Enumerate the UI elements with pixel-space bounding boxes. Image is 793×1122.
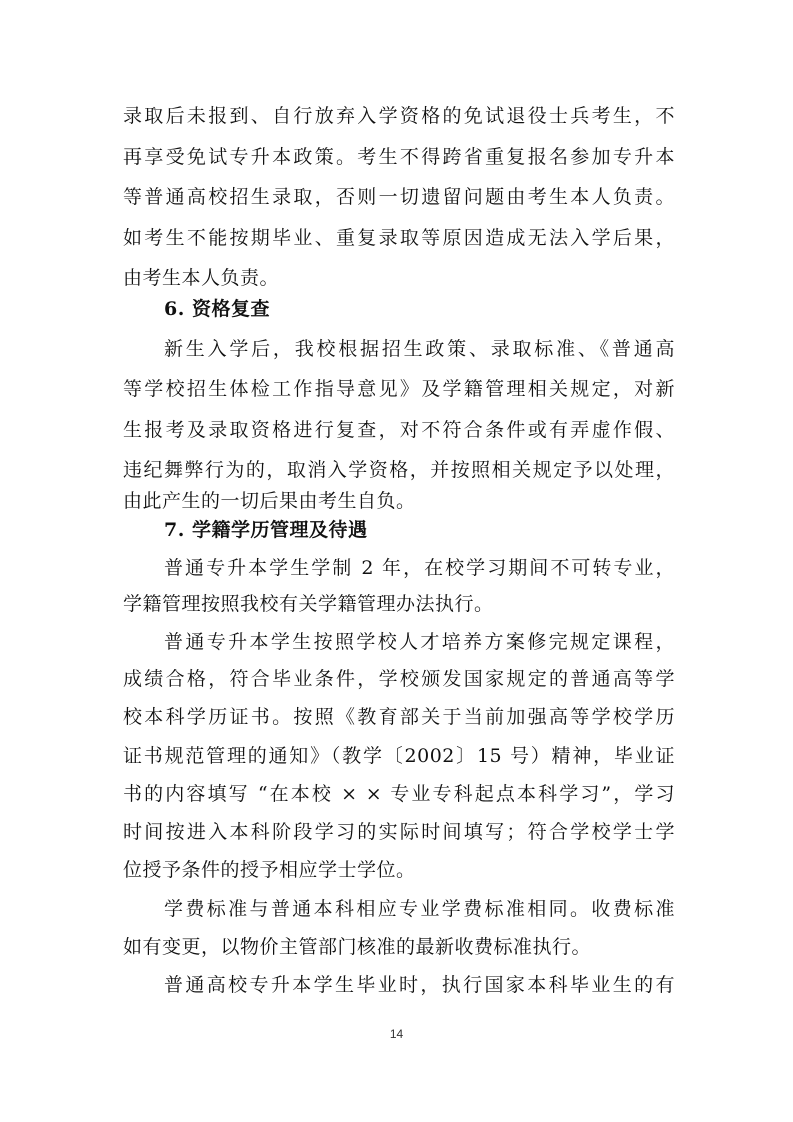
paragraph-line: 普通专升本学生学制 2 年，在校学习期间不可转专业， [164,557,675,579]
paragraph-line: 录取后未报到、自行放弃入学资格的免试退役士兵考生，不 [123,105,675,127]
paragraph-line: 学费标准与普通本科相应专业学费标准相同。收费标准 [164,898,675,920]
paragraph-line: 生报考及录取资格进行复查，对不符合条件或有弄虚作假、 [123,419,675,441]
section-heading: 7. 学籍学历管理及待遇 [164,519,368,541]
paragraph-line: 证书规范管理的通知》（教学〔2002〕15 号）精神，毕业证 [123,745,675,767]
paragraph-line: 普通专升本学生按照学校人才培养方案修完规定课程， [164,631,675,653]
paragraph-line: 等学校招生体检工作指导意见》及学籍管理相关规定，对新 [123,378,675,400]
paragraph-line: 等普通高校招生录取，否则一切遗留问题由考生本人负责。 [123,186,675,208]
paragraph-line: 书的内容填写 “在本校 × × 专业专科起点本科学习”，学习 [123,783,675,805]
paragraph-line: 普通高校专升本学生毕业时，执行国家本科毕业生的有 [164,974,675,996]
paragraph-line: 如考生不能按期毕业、重复录取等原因造成无法入学后果， [123,227,675,249]
paragraph-line: 校本科学历证书。按照《教育部关于当前加强高等学校学历 [123,706,675,728]
paragraph-line: 再享受免试专升本政策。考生不得跨省重复报名参加专升本 [123,146,675,168]
paragraph-line: 成绩合格，符合毕业条件，学校颁发国家规定的普通高等学 [123,668,675,690]
paragraph-line: 由此产生的一切后果由考生自负。 [123,490,416,512]
paragraph-line: 位授予条件的授予相应学士学位。 [123,859,416,881]
paragraph-line: 由考生本人负责。 [123,267,280,289]
page-number: 14 [389,1027,404,1041]
paragraph-line: 学籍管理按照我校有关学籍管理办法执行。 [123,593,494,615]
paragraph-line: 违纪舞弊行为的，取消入学资格，并按照相关规定予以处理， [123,459,675,481]
paragraph-line: 新生入学后，我校根据招生政策、录取标准、《普通高 [164,338,675,360]
paragraph-line: 如有变更，以物价主管部门核准的最新收费标准执行。 [123,936,592,958]
paragraph-line: 时间按进入本科阶段学习的实际时间填写；符合学校学士学 [123,821,675,843]
section-heading: 6. 资格复查 [164,298,270,320]
